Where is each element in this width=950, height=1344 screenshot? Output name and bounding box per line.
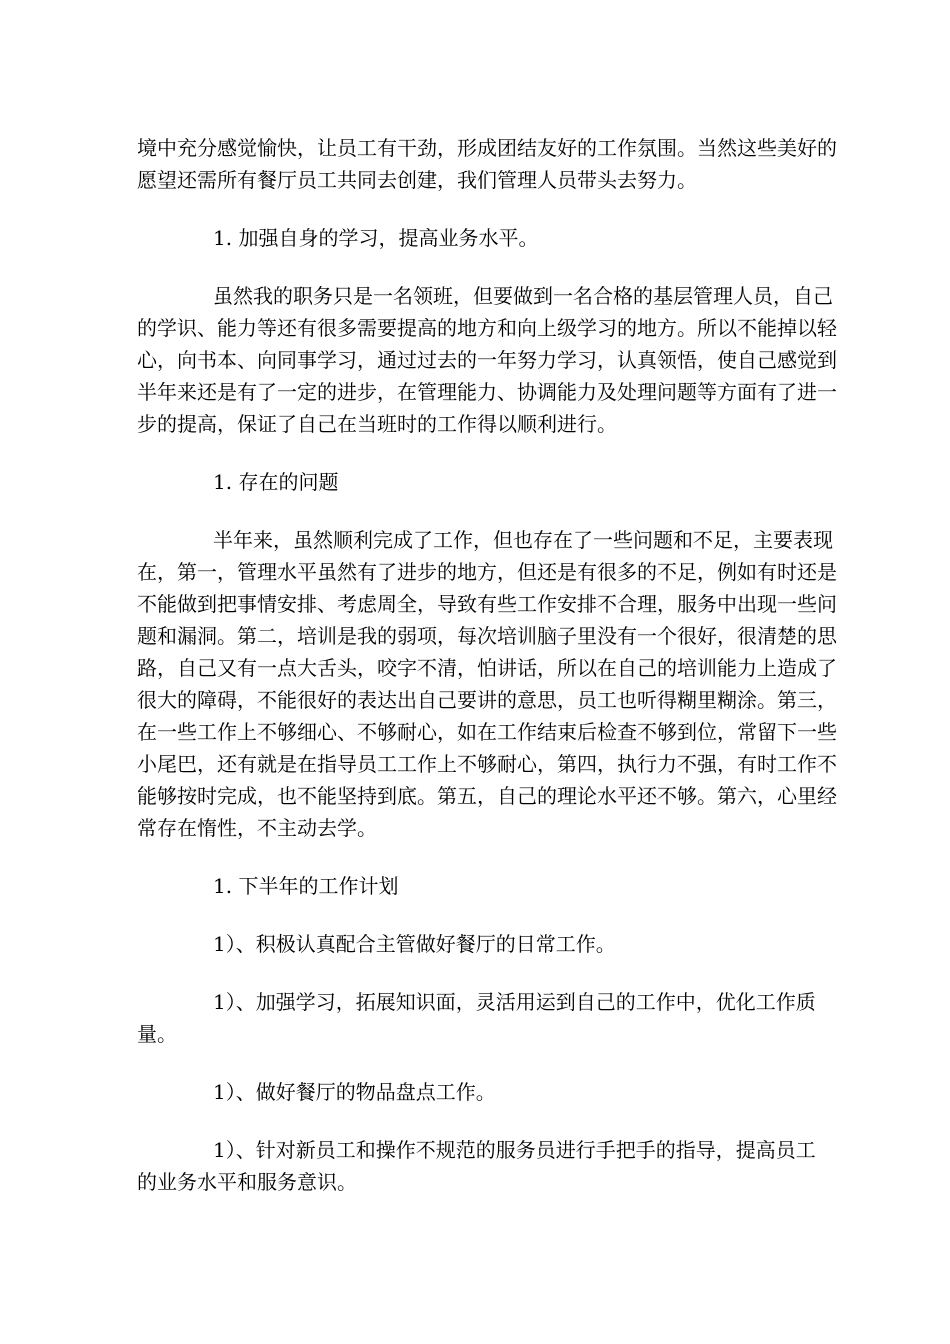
section-heading-study: 1. 加强自身的学习，提高业务水平。 [213, 226, 539, 250]
text-line: 题和漏洞。第二，培训是我的弱项，每次培训脑子里没有一个很好，很清楚的思 [137, 624, 837, 648]
paragraph-study [137, 280, 837, 440]
text-line: 在，第一，管理水平虽然有了进步的地方，但还是有很多的不足，例如有时还是 [137, 560, 837, 584]
document-body [137, 132, 837, 1198]
text-line: 愿望还需所有餐厅员工共同去创建，我们管理人员带头去努力。 [137, 168, 697, 192]
text-line: 心，向书本、向同事学习，通过过去的一年努力学习，认真领悟，使自己感觉到 [137, 348, 837, 372]
paragraph-problems [137, 524, 837, 844]
text-line: 1）、针对新员工和操作不规范的服务员进行手把手的指导，提高员工 [213, 1138, 816, 1162]
plan-item-2 [137, 986, 816, 1050]
text-line: 的业务水平和服务意识。 [137, 1170, 357, 1194]
section-heading-plan: 1. 下半年的工作计划 [213, 874, 399, 898]
text-line: 在一些工作上不够细心、不够耐心，如在工作结束后检查不够到位，常留下一些 [137, 720, 837, 744]
text-line: 小尾巴，还有就是在指导员工工作上不够耐心，第四，执行力不强，有时工作不 [137, 752, 837, 776]
text-line: 常存在惰性，不主动去学。 [137, 816, 377, 840]
plan-item-3: 1）、做好餐厅的物品盘点工作。 [213, 1080, 496, 1104]
text-line: 量。 [137, 1022, 177, 1046]
text-line: 路，自己又有一点大舌头，咬字不清，怕讲话，所以在自己的培训能力上造成了 [137, 656, 837, 680]
plan-item-4 [137, 1134, 816, 1198]
text-line: 境中充分感觉愉快，让员工有干劲，形成团结友好的工作氛围。当然这些美好的 [137, 136, 837, 160]
plan-item-1: 1）、积极认真配合主管做好餐厅的日常工作。 [213, 932, 616, 956]
text-line: 的学识、能力等还有很多需要提高的地方和向上级学习的地方。所以不能掉以轻 [137, 316, 837, 340]
text-line: 虽然我的职务只是一名领班，但要做到一名合格的基层管理人员，自己 [213, 284, 833, 308]
text-line: 半年来还是有了一定的进步，在管理能力、协调能力及处理问题等方面有了进一 [137, 380, 837, 404]
paragraph-intro [137, 132, 837, 196]
section-heading-problems: 1. 存在的问题 [213, 470, 339, 494]
text-line: 步的提高，保证了自己在当班时的工作得以顺利进行。 [137, 412, 617, 436]
text-line: 能够按时完成，也不能坚持到底。第五，自己的理论水平还不够。第六，心里经 [137, 784, 837, 808]
text-line: 半年来，虽然顺利完成了工作，但也存在了一些问题和不足，主要表现 [213, 528, 833, 552]
text-line: 1）、加强学习，拓展知识面，灵活用运到自己的工作中，优化工作质 [213, 990, 816, 1014]
text-line: 很大的障碍，不能很好的表达出自己要讲的意思，员工也听得糊里糊涂。第三， [137, 688, 837, 712]
text-line: 不能做到把事情安排、考虑周全，导致有些工作安排不合理，服务中出现一些问 [137, 592, 837, 616]
